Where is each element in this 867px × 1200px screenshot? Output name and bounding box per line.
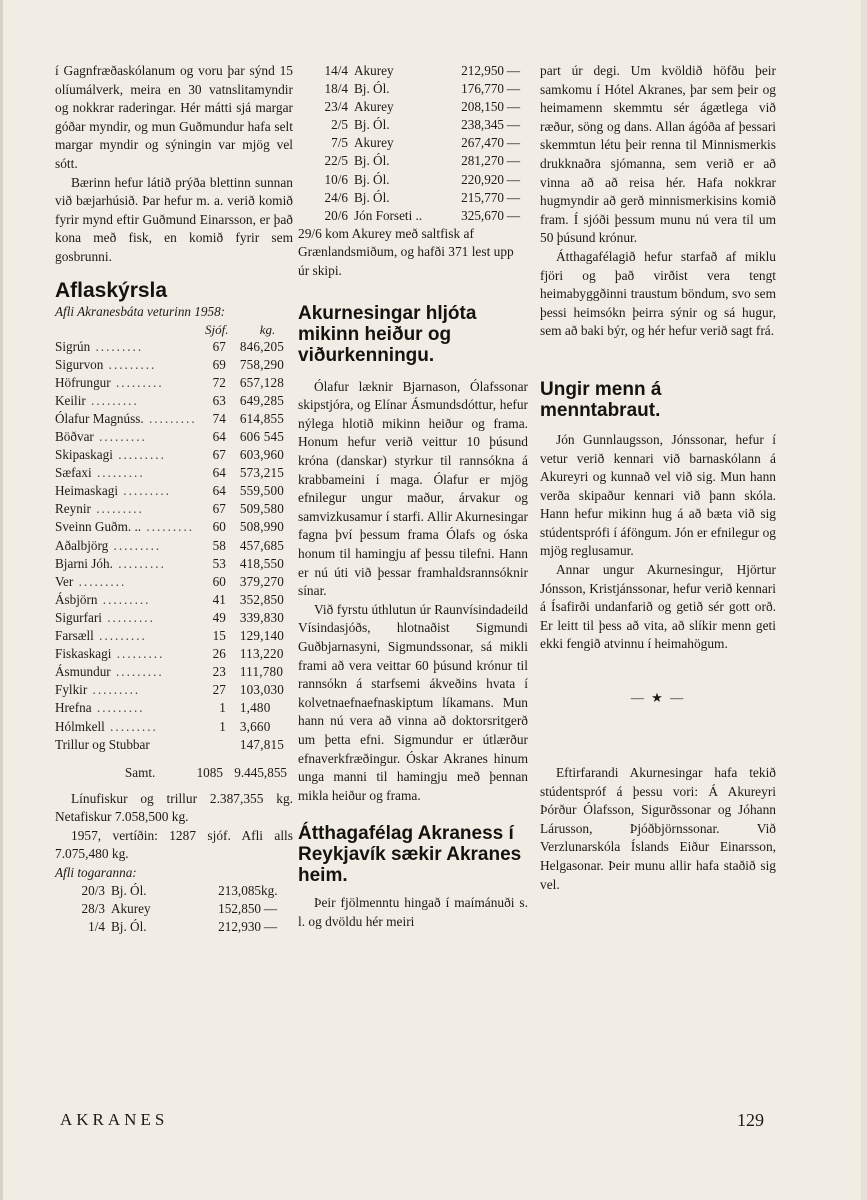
boat-name-text: Fylkir bbox=[55, 682, 88, 698]
boat-name bbox=[55, 681, 197, 699]
boat-name bbox=[55, 573, 197, 591]
trawler-row bbox=[298, 98, 528, 116]
article-paragraph: Við fyrstu úthlutun úr Raunvísindadeild Vísindasjóðs, hlotnaðist Sigmundi Guðbjarnasyni, Sigmundssonar, sá mikli frami að vera veittar 60 þúsund krónur til rannsókn á starfsemi ákveðins hvata í kolvetnaefnaefnaskiptum líkamans. Mun hann nú vera að vinna að doktorsritgerð um þetta efni. Sigmundur er útlærður efnaverkfræðingur. Óskar Akranes hinum unga manni til hamingju með þennan mikla heiður og frama. bbox=[298, 601, 528, 803]
sjof-count: 60 bbox=[212, 573, 226, 589]
trawler-list bbox=[298, 62, 528, 225]
sjof-count: 60 bbox=[212, 519, 226, 535]
article-paragraph: Þeir fjölmenntu hingað í maímánuði s. l. og dvöldu hér meiri bbox=[298, 895, 528, 929]
trawler-list bbox=[55, 882, 293, 936]
catch-kg: 418,550 bbox=[239, 555, 285, 571]
catch-kg: 457,685 bbox=[239, 537, 285, 553]
sjof-count: 64 bbox=[212, 429, 226, 444]
trawler-row bbox=[298, 134, 528, 152]
trawler-row bbox=[298, 189, 528, 207]
boat-name bbox=[55, 464, 197, 482]
catch-kg: 103,030 bbox=[239, 682, 285, 698]
trawler-unit: — bbox=[263, 901, 277, 917]
boat-name-text: Heimaskagi bbox=[55, 483, 118, 499]
page-right-edge bbox=[861, 0, 867, 1200]
trawler-kg: 215,770 bbox=[461, 189, 504, 205]
trawler-row bbox=[55, 882, 293, 900]
section-heading-akurnesingar: Akurnesingar hljóta mikinn heiður og viðurkenningu. bbox=[298, 302, 477, 366]
trawler-ship: Bj. Ól. bbox=[354, 117, 390, 133]
catch-kg: 758,290 bbox=[239, 356, 285, 372]
trawler-row bbox=[55, 900, 293, 918]
trawler-kg: 267,470 bbox=[461, 135, 504, 151]
table-row bbox=[55, 464, 293, 482]
catch-kg: 111,780 bbox=[239, 664, 284, 680]
trawler-date: 18/4 bbox=[324, 81, 348, 97]
section-heading-ungir-menn: Ungir menn á menntabraut. bbox=[540, 378, 662, 421]
trawler-unit: — bbox=[506, 81, 520, 97]
trawler-unit: kg. bbox=[261, 883, 278, 899]
boat-name bbox=[55, 500, 197, 518]
boat-name-text: Hólmkell bbox=[55, 718, 105, 734]
table-row bbox=[55, 356, 293, 374]
boat-name-text: Sveinn Guðm. .. bbox=[55, 519, 142, 535]
catch-kg: 379,270 bbox=[239, 573, 285, 589]
sjof-count: 23 bbox=[212, 664, 226, 680]
leader-dots: ......... bbox=[108, 537, 162, 553]
trawler-ship: Akurey bbox=[111, 901, 151, 917]
table-row bbox=[55, 537, 293, 555]
trawler-kg: 152,850 bbox=[218, 901, 261, 917]
boat-name bbox=[55, 699, 197, 717]
trawler-ship: Bj. Ól. bbox=[111, 883, 147, 899]
catch-kg: 603,960 bbox=[239, 447, 285, 463]
catch-kg: 129,140 bbox=[239, 628, 285, 644]
sjof-count: 15 bbox=[212, 628, 226, 644]
leader-dots: ......... bbox=[101, 609, 155, 625]
sjof-count: 67 bbox=[212, 447, 226, 463]
total-kg: 9.445,855 bbox=[234, 764, 287, 780]
trawler-row bbox=[298, 171, 528, 189]
sjof-count: 49 bbox=[212, 609, 226, 625]
boat-name bbox=[55, 482, 197, 500]
article-paragraph: Ólafur læknir Bjarnason, Ólafssonar skipstjóra, og Elínar Ásmundsdóttur, hefur nýlega hlotið mikinn heiður og frama. Honum hefur verið veittur 10 þúsund króna (danskar) styrkur til rannsókna á krabbameini í maga. Ólafur er mjög efnilegur ungur maður, árvakur og samvizkusamur í starfi. Allir Akurnesingar fagna því þessum frama Ólafs og óska honum til hamingju af þessu tilefni. Hann er nú úti við þessar framhaldsrannsóknir sínar. bbox=[298, 378, 528, 599]
total-label: Samt. bbox=[124, 764, 156, 780]
boat-name bbox=[55, 446, 197, 464]
trawler-kg: 220,920 bbox=[461, 171, 504, 187]
trawler-kg: 281,270 bbox=[461, 153, 504, 169]
sjof-count: 1 bbox=[219, 718, 226, 734]
sjof-count: 67 bbox=[212, 501, 226, 517]
boat-name-text: Ver bbox=[55, 573, 74, 589]
leader-dots: ......... bbox=[93, 429, 147, 444]
boat-name bbox=[55, 645, 197, 663]
table-row bbox=[55, 718, 293, 736]
trawler-ship: Akurey bbox=[354, 99, 394, 115]
sjof-count: 69 bbox=[212, 356, 226, 372]
leader-dots: ......... bbox=[90, 501, 144, 517]
leader-dots: ......... bbox=[112, 555, 166, 571]
table-row bbox=[55, 338, 293, 356]
article-paragraph: Línufiskur og trillur 2.387,355 kg. Netafiskur 7.058,500 kg. bbox=[55, 790, 293, 825]
leader-dots: ......... bbox=[111, 646, 165, 662]
trawler-date: 22/5 bbox=[324, 153, 348, 169]
column-middle bbox=[298, 62, 528, 931]
section-heading-atthagafelag: Átthagafélag Akraness í Reykjavík sækir Akranes heim. bbox=[298, 823, 522, 887]
boat-name-text: Sigrún bbox=[55, 338, 91, 354]
trawler-kg: 213,085 bbox=[218, 883, 261, 899]
boat-name-text: Ásbjörn bbox=[55, 591, 98, 607]
leader-dots: ......... bbox=[103, 356, 157, 372]
leader-dots: ......... bbox=[97, 591, 151, 607]
trawler-unit: — bbox=[506, 63, 520, 78]
boat-name bbox=[55, 736, 197, 754]
leader-dots: ......... bbox=[143, 410, 197, 426]
article-paragraph: Annar ungur Akurnesingur, Hjörtur Jónsson, Kristjánssonar, hefur verið kennari á Ísafirði undanfarið og getið sér gott orð. Er leitt til þess að vita, að slíkir menn geti ekki fengið atvinnu í heimahögum. bbox=[540, 562, 776, 652]
boat-name-text: Sæfaxi bbox=[55, 465, 92, 481]
trawler-unit: — bbox=[506, 207, 520, 223]
table-row bbox=[55, 736, 293, 754]
boat-name bbox=[55, 555, 197, 573]
trawler-date: 2/5 bbox=[331, 117, 348, 133]
leader-dots: ......... bbox=[112, 447, 166, 463]
leader-dots: ......... bbox=[110, 664, 164, 680]
leader-dots: ......... bbox=[91, 465, 145, 481]
boat-name bbox=[55, 410, 197, 428]
trawler-unit: — bbox=[263, 919, 277, 935]
table-row bbox=[55, 591, 293, 609]
trawler-kg: 208,150 bbox=[461, 99, 504, 115]
table-column-headers bbox=[55, 321, 293, 338]
trawler-date: 1/4 bbox=[88, 919, 105, 935]
catch-kg: 147,815 bbox=[239, 736, 285, 752]
sjof-count: 53 bbox=[212, 555, 226, 571]
catch-kg: 649,285 bbox=[239, 392, 285, 408]
trawler-ship: Akurey bbox=[354, 63, 394, 78]
catch-kg: 614,855 bbox=[239, 410, 285, 426]
boat-name bbox=[55, 374, 197, 392]
boat-name bbox=[55, 627, 197, 645]
trawler-unit: — bbox=[506, 153, 520, 169]
trawler-kg: 212,950 bbox=[461, 63, 504, 78]
table-row bbox=[55, 500, 293, 518]
boat-name-text: Keilir bbox=[55, 392, 86, 408]
trawler-unit: — bbox=[506, 117, 520, 133]
catch-total-row bbox=[55, 764, 293, 782]
article-paragraph: Eftirfarandi Akurnesingar hafa tekið stúdentspróf á þessu vori: Á Akureyri Þórður Ólafsson, Sigurðssonar og Jóhann Lárusson, Þjóðbjörnssonar. Við Verzlunarskóla Íslands Eiður Einarsson, Helgasonar. Þeir munu allir hafa staðið sig vel. bbox=[540, 765, 776, 892]
sjof-count bbox=[197, 736, 240, 754]
trawler-unit: — bbox=[506, 135, 520, 151]
column-header-kg: kg. bbox=[259, 321, 276, 337]
trawler-ship: Bj. Ól. bbox=[354, 81, 390, 97]
sjof-count: 67 bbox=[212, 338, 226, 354]
catch-kg: 573,215 bbox=[239, 465, 285, 481]
boat-name bbox=[55, 356, 197, 374]
boat-name bbox=[55, 537, 197, 555]
catch-kg: 339,830 bbox=[239, 609, 285, 625]
column-right bbox=[540, 62, 776, 894]
sjof-count: 64 bbox=[212, 483, 226, 499]
leader-dots: ......... bbox=[87, 682, 141, 698]
boat-name-text: Fiskaskagi bbox=[55, 646, 112, 662]
trawler-date: 20/6 bbox=[324, 207, 348, 223]
article-paragraph: 1957, vertíðin: 1287 sjóf. Afli alls 7.075,480 kg. bbox=[55, 827, 293, 862]
sjof-count: 58 bbox=[212, 537, 226, 553]
boat-name-text: Ólafur Magnúss. bbox=[55, 410, 144, 426]
leader-dots: ......... bbox=[85, 392, 139, 408]
table-row bbox=[55, 518, 293, 536]
boat-name bbox=[55, 609, 197, 627]
trawler-date: 24/6 bbox=[324, 189, 348, 205]
sjof-count: 72 bbox=[212, 374, 226, 390]
trawler-row bbox=[298, 116, 528, 134]
catch-kg: 508,990 bbox=[239, 519, 285, 535]
boat-name bbox=[55, 392, 197, 410]
article-paragraph: 29/6 kom Akurey með saltfisk af Grænlandsmiðum, og hafði 371 lest upp úr skipi. bbox=[298, 225, 514, 279]
table-row bbox=[55, 410, 293, 428]
table-row bbox=[55, 446, 293, 464]
trawler-kg: 325,670 bbox=[461, 207, 504, 223]
boat-name bbox=[55, 663, 197, 681]
column-header-sjof: Sjóf. bbox=[205, 321, 229, 337]
catch-kg: 846,205 bbox=[239, 338, 285, 354]
catch-kg: 3,660 bbox=[239, 718, 271, 734]
boat-name bbox=[55, 428, 197, 446]
total-sjof: 1085 bbox=[196, 764, 223, 780]
trawler-ship: Bj. Ól. bbox=[354, 189, 390, 205]
trawler-unit: — bbox=[506, 189, 520, 205]
boat-name-text: Sigurfari bbox=[55, 609, 102, 625]
trawler-unit: — bbox=[506, 99, 520, 115]
column-left bbox=[55, 62, 293, 936]
trawler-kg: 176,770 bbox=[461, 81, 504, 97]
sjof-count: 64 bbox=[212, 465, 226, 481]
table-row bbox=[55, 573, 293, 591]
trawler-row bbox=[55, 918, 293, 936]
table-row bbox=[55, 627, 293, 645]
catch-kg: 352,850 bbox=[239, 591, 285, 607]
boat-name-text: Hrefna bbox=[55, 700, 92, 716]
boat-name-text: Sigurvon bbox=[55, 356, 104, 372]
boat-name bbox=[55, 518, 197, 536]
catch-kg: 657,128 bbox=[239, 374, 285, 390]
section-heading-aflaskyrsla: Aflaskýrsla bbox=[55, 278, 168, 302]
catch-table bbox=[55, 338, 293, 754]
leader-dots: ......... bbox=[141, 519, 195, 535]
leader-dots: ......... bbox=[91, 700, 145, 716]
leader-dots: ......... bbox=[90, 338, 144, 354]
table-row bbox=[55, 555, 293, 573]
leader-dots: ......... bbox=[104, 718, 158, 734]
article-paragraph: Jón Gunnlaugsson, Jónssonar, hefur í vetur verið kennari við barnaskólann á Akureyri og kunnað vel við sig. Mun hann verða skipaður kennari við þann skóla. Hann hefur mikinn hug á að bæta við sig stúdentsprófi í áföngum. Jón er efnilegur og mjög reglusamur. bbox=[540, 431, 776, 559]
boat-name-text: Farsæll bbox=[55, 628, 94, 644]
catch-kg: 509,580 bbox=[239, 501, 285, 517]
boat-name bbox=[55, 338, 197, 356]
page-number: 129 bbox=[737, 1110, 764, 1130]
trawler-date: 7/5 bbox=[331, 135, 348, 151]
trawler-row bbox=[298, 62, 528, 80]
trawler-ship: Jón Forseti .. bbox=[354, 207, 423, 223]
table-row bbox=[55, 482, 293, 500]
table-row bbox=[55, 609, 293, 627]
table-row bbox=[55, 428, 293, 446]
boat-name-text: Ásmundur bbox=[55, 664, 111, 680]
sjof-count: 74 bbox=[212, 410, 226, 426]
trawler-unit: — bbox=[506, 171, 520, 187]
table-row bbox=[55, 392, 293, 410]
page-binding-edge bbox=[0, 0, 3, 1200]
sjof-count: 41 bbox=[212, 591, 226, 607]
table-subtitle: Afli Akranesbáta veturinn 1958: bbox=[55, 303, 226, 319]
boat-name-text: Reynir bbox=[55, 501, 91, 517]
leader-dots: ......... bbox=[93, 628, 147, 644]
trawler-ship: Akurey bbox=[354, 135, 394, 151]
trawler-row bbox=[298, 80, 528, 98]
trawler-subtitle: Afli togaranna: bbox=[55, 865, 137, 881]
sjof-count: 63 bbox=[212, 392, 226, 408]
table-row bbox=[55, 645, 293, 663]
trawler-date: 10/6 bbox=[324, 171, 348, 187]
boat-name bbox=[55, 591, 197, 609]
table-row bbox=[55, 699, 293, 717]
trawler-date: 14/4 bbox=[324, 63, 348, 78]
section-separator: — ★ — bbox=[630, 690, 686, 706]
article-paragraph: Bærinn hefur látið prýða blettinn sunnan við bæjarhúsið. Þar hefur m. a. verið komið fyrir mynd eftir Guðmund Einarsson, er það kona með fisk, en komið fyrir sem gosbrunni. bbox=[55, 174, 293, 264]
trawler-date: 28/3 bbox=[81, 901, 105, 917]
boat-name bbox=[55, 718, 197, 736]
trawler-ship: Bj. Ól. bbox=[354, 171, 390, 187]
boat-name-text: Trillur og Stubbar bbox=[55, 736, 150, 752]
table-row bbox=[55, 681, 293, 699]
catch-kg: 1,480 bbox=[239, 700, 271, 716]
leader-dots: ......... bbox=[118, 483, 171, 499]
trawler-ship: Bj. Ól. bbox=[354, 153, 390, 169]
trawler-date: 23/4 bbox=[324, 99, 348, 115]
boat-name-text: Böðvar bbox=[55, 429, 94, 444]
sjof-count: 1 bbox=[219, 700, 226, 716]
article-paragraph: í Gagnfræðaskólanum og voru þar sýnd 15 olíumálverk, meira en 30 vatnslitamyndir og nokkrar raderingar. Hér mátti sjá margar góðar myndir, og mun Guðmundur hafa selt margar myndir og sýningin var mjög vel sótt. bbox=[55, 63, 293, 171]
boat-name-text: Aðalbjörg bbox=[55, 537, 109, 553]
trawler-row bbox=[298, 207, 528, 225]
catch-kg: 559,500 bbox=[239, 483, 285, 499]
publication-name: AKRANES bbox=[60, 1110, 169, 1129]
boat-name-text: Bjarni Jóh. bbox=[55, 555, 113, 571]
trawler-ship: Bj. Ól. bbox=[111, 919, 147, 935]
sjof-count: 27 bbox=[212, 682, 226, 698]
boat-name-text: Höfrungur bbox=[55, 374, 111, 390]
trawler-kg: 238,345 bbox=[461, 117, 504, 133]
boat-name-text: Skipaskagi bbox=[55, 447, 113, 463]
trawler-date: 20/3 bbox=[81, 883, 105, 899]
trawler-kg: 212,930 bbox=[218, 919, 261, 935]
article-paragraph: part úr degi. Um kvöldið höfðu þeir samkomu í Hótel Akranes, þar sem þeir og heimamenn skemmtu sér ágætlega við ræður, söng og dans. Allan ágóða af þessari skemmtun létu þeir renna til Minnismerkis drukknaðra sjómanna, sem verið er að vinna að að reisa hér. Hafa nokkrar hugmyndir að gerð minnismerkisins komið fram. Í sjóði þessum munu nú vera til um 50 þúsund krónur. bbox=[540, 63, 776, 246]
catch-kg: 606 545 bbox=[239, 429, 285, 444]
table-row bbox=[55, 374, 293, 392]
sjof-count: 26 bbox=[212, 646, 226, 662]
leader-dots: ......... bbox=[110, 374, 164, 390]
trawler-row bbox=[298, 152, 528, 170]
table-row bbox=[55, 663, 293, 681]
article-paragraph: Átthagafélagið hefur starfað af miklu fjöri og það virðist vera tengt heimabyggðinni traustum böndum, svo sem þessi heimsókn þeirra sýnir og sá hugur, sem að baki býr, og hér hefur verið sagt frá. bbox=[540, 248, 776, 339]
catch-kg: 113,220 bbox=[239, 646, 284, 662]
leader-dots: ......... bbox=[73, 573, 127, 589]
